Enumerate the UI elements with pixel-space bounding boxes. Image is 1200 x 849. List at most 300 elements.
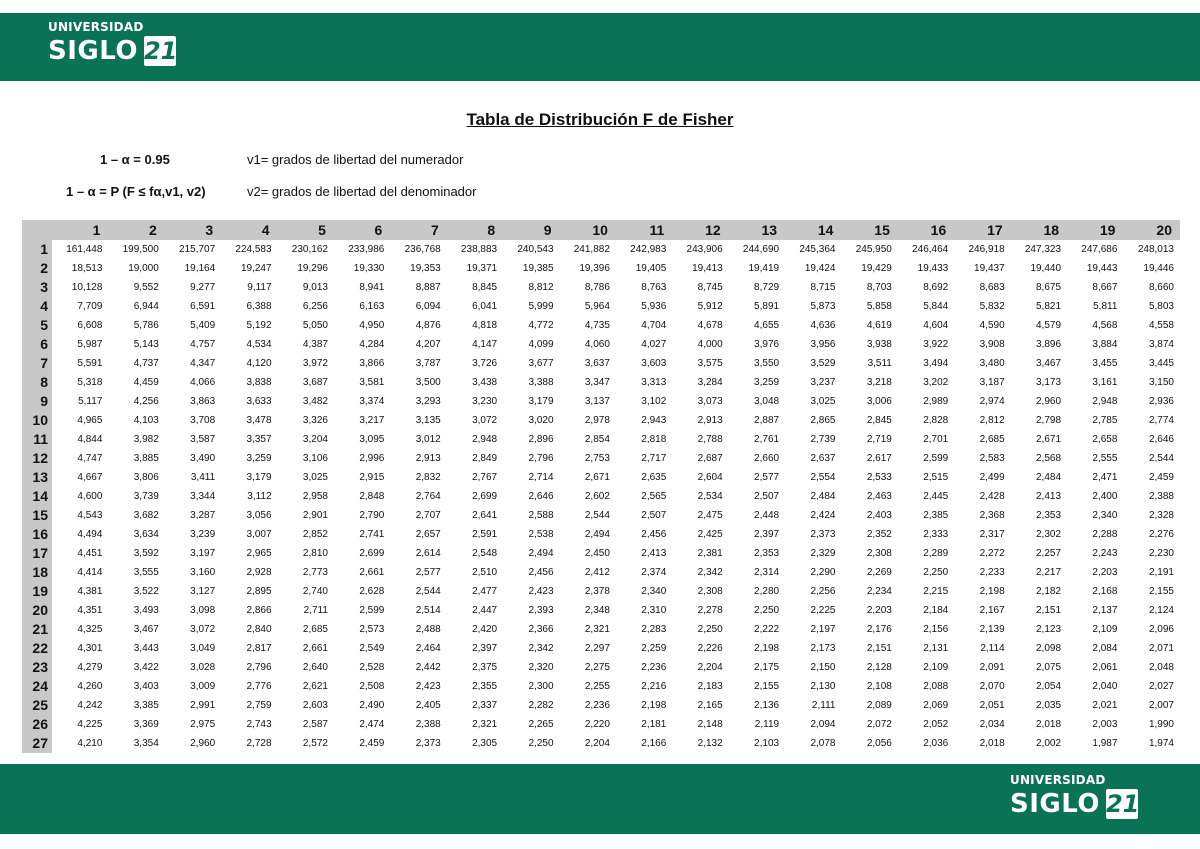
row-header: 13	[22, 468, 52, 487]
table-cell: 2,243	[1092, 548, 1118, 559]
table-cell: 2,640	[302, 662, 328, 673]
table-cell: 2,996	[359, 453, 385, 464]
table-cell: 2,463	[866, 491, 892, 502]
table-cell: 2,197	[810, 624, 836, 635]
table-cell: 3,422	[133, 662, 159, 673]
table-cell: 238,883	[460, 244, 498, 255]
table-cell: 2,854	[584, 434, 610, 445]
table-cell: 2,027	[1148, 681, 1174, 692]
column-header: 7	[390, 220, 446, 240]
table-cell: 2,577	[754, 472, 780, 483]
table-cell: 2,156	[923, 624, 949, 635]
table-cell: 3,908	[979, 339, 1005, 350]
table-cell: 2,167	[979, 605, 1005, 616]
table-cell: 19,437	[974, 263, 1005, 274]
table-cell: 2,943	[641, 415, 667, 426]
table-row	[22, 354, 1180, 373]
table-cell: 6,388	[246, 301, 272, 312]
table-cell: 3,922	[923, 339, 949, 350]
table-cell: 2,084	[1092, 643, 1118, 654]
table-cell: 2,621	[302, 681, 328, 692]
table-cell: 2,818	[641, 434, 667, 445]
table-row	[22, 677, 1180, 696]
table-cell: 2,111	[811, 700, 836, 711]
table-cell: 3,490	[190, 453, 216, 464]
table-cell: 3,467	[1036, 358, 1062, 369]
table-row	[22, 696, 1180, 715]
table-cell: 2,901	[302, 510, 328, 521]
table-cell: 2,184	[923, 605, 949, 616]
table-cell: 3,403	[133, 681, 159, 692]
table-cell: 2,051	[979, 700, 1005, 711]
table-row	[22, 430, 1180, 449]
table-cell: 3,073	[697, 396, 723, 407]
row-header: 11	[22, 430, 52, 449]
table-cell: 19,429	[861, 263, 892, 274]
table-cell: 2,091	[979, 662, 1005, 673]
table-cell: 2,848	[359, 491, 385, 502]
table-cell: 4,207	[415, 339, 441, 350]
table-cell: 2,788	[697, 434, 723, 445]
table-cell: 242,983	[630, 244, 667, 255]
table-cell: 5,143	[133, 339, 159, 350]
table-cell: 5,844	[923, 301, 949, 312]
table-cell: 3,025	[302, 472, 328, 483]
table-cell: 6,094	[415, 301, 441, 312]
table-cell: 3,009	[190, 681, 216, 692]
table-row	[22, 525, 1180, 544]
table-cell: 19,419	[748, 263, 780, 274]
table-cell: 2,123	[1036, 624, 1062, 635]
table-cell: 4,604	[923, 320, 949, 331]
table-cell: 4,494	[77, 529, 103, 540]
column-header: 17	[954, 220, 1010, 240]
table-cell: 2,397	[472, 643, 498, 654]
f-distribution-table	[22, 220, 1180, 753]
table-cell: 2,342	[697, 567, 723, 578]
table-cell: 2,796	[528, 453, 554, 464]
table-cell: 2,538	[528, 529, 554, 540]
table-cell: 2,388	[415, 719, 441, 730]
table-cell: 3,259	[246, 453, 272, 464]
table-cell: 2,587	[302, 719, 328, 730]
table-cell: 3,637	[584, 358, 610, 369]
table-cell: 2,450	[584, 548, 610, 559]
table-cell: 4,965	[77, 415, 103, 426]
table-cell: 2,233	[979, 567, 1005, 578]
table-cell: 2,393	[528, 605, 554, 616]
table-cell: 2,155	[1148, 586, 1174, 597]
table-cell: 2,852	[302, 529, 328, 540]
table-cell: 1,987	[1092, 738, 1118, 749]
table-cell: 2,333	[923, 529, 949, 540]
table-cell: 3,493	[133, 605, 159, 616]
table-cell: 2,657	[415, 529, 441, 540]
row-header: 5	[22, 316, 52, 335]
table-cell: 2,459	[1148, 472, 1174, 483]
table-cell: 19,446	[1143, 263, 1174, 274]
table-cell: 8,675	[1036, 282, 1062, 293]
table-cell: 3,885	[133, 453, 159, 464]
table-cell: 2,599	[923, 453, 949, 464]
table-cell: 2,337	[472, 700, 498, 711]
table-cell: 4,066	[190, 377, 216, 388]
table-cell: 2,131	[923, 643, 949, 654]
table-cell: 2,413	[641, 548, 667, 559]
table-cell: 2,773	[302, 567, 328, 578]
table-cell: 3,202	[923, 377, 949, 388]
table-cell: 2,464	[415, 643, 441, 654]
table-cell: 2,198	[979, 586, 1005, 597]
table-cell: 3,313	[641, 377, 667, 388]
table-cell: 2,828	[923, 415, 949, 426]
table-row	[22, 411, 1180, 430]
table-cell: 19,443	[1086, 263, 1118, 274]
table-cell: 2,236	[641, 662, 667, 673]
table-cell: 3,938	[866, 339, 892, 350]
table-cell: 2,514	[415, 605, 441, 616]
table-cell: 2,603	[302, 700, 328, 711]
table-cell: 3,049	[190, 643, 216, 654]
table-cell: 3,445	[1148, 358, 1174, 369]
table-cell: 3,443	[133, 643, 159, 654]
table-cell: 2,096	[1148, 624, 1174, 635]
table-cell: 236,768	[404, 244, 441, 255]
table-cell: 2,272	[979, 548, 1005, 559]
table-cell: 4,534	[246, 339, 272, 350]
table-cell: 2,832	[415, 472, 441, 483]
table-cell: 2,711	[303, 605, 328, 616]
table-cell: 2,810	[302, 548, 328, 559]
table-cell: 2,374	[641, 567, 667, 578]
table-cell: 8,745	[697, 282, 723, 293]
table-cell: 2,628	[359, 586, 385, 597]
table-cell: 2,840	[246, 624, 272, 635]
table-cell: 3,592	[133, 548, 159, 559]
table-cell: 4,147	[472, 339, 498, 350]
table-cell: 2,056	[866, 738, 892, 749]
table-cell: 2,139	[979, 624, 1005, 635]
row-header: 15	[22, 506, 52, 525]
table-cell: 2,342	[528, 643, 554, 654]
table-cell: 2,507	[641, 510, 667, 521]
table-cell: 246,464	[912, 244, 949, 255]
table-cell: 2,124	[1148, 605, 1174, 616]
table-cell: 2,021	[1092, 700, 1118, 711]
table-cell: 2,250	[923, 567, 949, 578]
table-cell: 4,558	[1148, 320, 1174, 331]
table-cell: 2,685	[979, 434, 1005, 445]
table-cell: 2,259	[641, 643, 667, 654]
table-row	[22, 297, 1180, 316]
table-cell: 9,552	[133, 282, 159, 293]
table-cell: 240,543	[517, 244, 554, 255]
table-cell: 1,990	[1148, 719, 1174, 730]
table-cell: 2,297	[584, 643, 610, 654]
table-cell: 2,975	[190, 719, 216, 730]
table-cell: 9,277	[190, 282, 216, 293]
table-cell: 4,818	[472, 320, 498, 331]
table-cell: 3,012	[415, 434, 441, 445]
table-cell: 4,351	[77, 605, 103, 616]
table-cell: 18,513	[71, 263, 103, 274]
table-cell: 2,515	[923, 472, 949, 483]
table-cell: 3,102	[641, 396, 667, 407]
table-cell: 3,072	[472, 415, 498, 426]
table-cell: 3,482	[302, 396, 328, 407]
table-cell: 2,641	[472, 510, 498, 521]
table-cell: 2,385	[923, 510, 949, 521]
table-row	[22, 734, 1180, 753]
table-cell: 3,179	[528, 396, 554, 407]
table-row	[22, 449, 1180, 468]
table-cell: 3,682	[133, 510, 159, 521]
table-cell: 5,192	[246, 320, 272, 331]
table-cell: 2,353	[1036, 510, 1062, 521]
table-cell: 2,764	[415, 491, 441, 502]
table-cell: 3,956	[810, 339, 836, 350]
footer-band	[0, 764, 1200, 834]
table-row	[22, 373, 1180, 392]
table-row	[22, 582, 1180, 601]
row-header: 7	[22, 354, 52, 373]
table-cell: 2,300	[528, 681, 554, 692]
table-cell: 2,088	[923, 681, 949, 692]
table-cell: 2,424	[810, 510, 836, 521]
table-cell: 2,071	[1148, 643, 1174, 654]
table-cell: 2,895	[246, 586, 272, 597]
table-cell: 3,575	[697, 358, 723, 369]
table-cell: 19,247	[240, 263, 272, 274]
table-cell: 19,424	[804, 263, 836, 274]
table-cell: 2,216	[641, 681, 667, 692]
table-cell: 3,866	[359, 358, 385, 369]
table-cell: 2,054	[1036, 681, 1062, 692]
table-cell: 3,135	[415, 415, 441, 426]
table-cell: 4,636	[810, 320, 836, 331]
row-header: 20	[22, 601, 52, 620]
row-header: 1	[22, 240, 52, 259]
table-cell: 2,474	[359, 719, 385, 730]
table-cell: 19,396	[579, 263, 610, 274]
row-header: 26	[22, 715, 52, 734]
table-cell: 3,438	[472, 377, 498, 388]
table-cell: 4,103	[133, 415, 159, 426]
table-cell: 5,964	[584, 301, 610, 312]
table-cell: 4,459	[133, 377, 159, 388]
table-cell: 3,056	[246, 510, 272, 521]
table-cell: 233,986	[348, 244, 385, 255]
table-cell: 4,735	[584, 320, 610, 331]
table-cell: 2,896	[528, 434, 554, 445]
table-cell: 2,423	[528, 586, 554, 597]
table-cell: 2,490	[359, 700, 385, 711]
table-cell: 2,175	[754, 662, 780, 673]
table-cell: 3,197	[190, 548, 216, 559]
table-cell: 3,218	[866, 377, 892, 388]
table-cell: 8,729	[754, 282, 780, 293]
table-cell: 3,237	[810, 377, 836, 388]
table-cell: 2,128	[866, 662, 892, 673]
column-header: 3	[165, 220, 221, 240]
row-header: 24	[22, 677, 52, 696]
table-cell: 3,896	[1036, 339, 1062, 350]
table-cell: 2,635	[641, 472, 667, 483]
table-cell: 2,109	[923, 662, 949, 673]
table-cell: 2,355	[472, 681, 498, 692]
table-cell: 2,637	[810, 453, 836, 464]
column-header: 2	[108, 220, 164, 240]
table-cell: 2,494	[528, 548, 554, 559]
row-header: 6	[22, 335, 52, 354]
table-cell: 6,256	[302, 301, 328, 312]
column-header: 11	[616, 220, 672, 240]
table-cell: 2,070	[979, 681, 1005, 692]
row-header: 2	[22, 259, 52, 278]
table-cell: 2,740	[302, 586, 328, 597]
table-cell: 2,508	[359, 681, 385, 692]
table-cell: 2,798	[1036, 415, 1062, 426]
table-cell: 5,786	[133, 320, 159, 331]
table-cell: 3,028	[190, 662, 216, 673]
table-cell: 2,475	[697, 510, 723, 521]
table-cell: 2,278	[697, 605, 723, 616]
table-cell: 8,763	[641, 282, 667, 293]
table-cell: 244,690	[742, 244, 780, 255]
table-cell: 2,002	[1036, 738, 1062, 749]
table-cell: 2,340	[641, 586, 667, 597]
table-cell: 1,974	[1148, 738, 1174, 749]
table-cell: 3,259	[754, 377, 780, 388]
table-cell: 2,812	[979, 415, 1005, 426]
table-cell: 2,310	[641, 605, 667, 616]
table-cell: 2,456	[641, 529, 667, 540]
row-header: 10	[22, 411, 52, 430]
table-row	[22, 316, 1180, 335]
table-cell: 2,671	[1036, 434, 1062, 445]
table-cell: 224,583	[235, 244, 272, 255]
table-cell: 8,683	[979, 282, 1005, 293]
table-cell: 248,013	[1137, 244, 1174, 255]
table-cell: 19,164	[184, 263, 216, 274]
table-cell: 3,326	[302, 415, 328, 426]
table-cell: 2,958	[302, 491, 328, 502]
table-cell: 245,364	[799, 244, 836, 255]
table-cell: 3,581	[359, 377, 385, 388]
table-cell: 2,191	[1148, 567, 1174, 578]
table-cell: 3,787	[415, 358, 441, 369]
table-cell: 4,225	[77, 719, 103, 730]
table-cell: 2,215	[923, 586, 949, 597]
table-cell: 4,120	[246, 358, 272, 369]
table-cell: 3,385	[133, 700, 159, 711]
table-cell: 19,405	[635, 263, 667, 274]
table-cell: 243,906	[686, 244, 723, 255]
column-header: 8	[447, 220, 503, 240]
table-cell: 2,236	[584, 700, 610, 711]
table-cell: 19,296	[297, 263, 328, 274]
table-cell: 3,106	[302, 453, 328, 464]
table-cell: 2,499	[979, 472, 1005, 483]
table-cell: 5,591	[77, 358, 103, 369]
table-cell: 2,250	[697, 624, 723, 635]
table-cell: 4,704	[641, 320, 667, 331]
table-cell: 3,708	[190, 415, 216, 426]
table-cell: 2,151	[1036, 605, 1062, 616]
table-cell: 2,288	[1092, 529, 1118, 540]
table-cell: 2,148	[697, 719, 723, 730]
table-cell: 3,007	[246, 529, 272, 540]
table-cell: 19,433	[917, 263, 949, 274]
table-cell: 2,352	[866, 529, 892, 540]
table-cell: 3,603	[641, 358, 667, 369]
table-cell: 241,882	[573, 244, 610, 255]
table-cell: 2,549	[359, 643, 385, 654]
table-cell: 2,257	[1036, 548, 1062, 559]
table-cell: 3,354	[133, 738, 159, 749]
table-cell: 2,155	[754, 681, 780, 692]
table-cell: 5,117	[78, 396, 103, 407]
row-header: 27	[22, 734, 52, 753]
table-cell: 3,884	[1092, 339, 1118, 350]
row-header: 8	[22, 373, 52, 392]
table-cell: 3,095	[359, 434, 385, 445]
table-cell: 2,276	[1148, 529, 1174, 540]
table-cell: 3,025	[810, 396, 836, 407]
table-cell: 2,484	[810, 491, 836, 502]
table-cell: 2,741	[359, 529, 385, 540]
table-cell: 2,226	[697, 643, 723, 654]
table-cell: 2,052	[923, 719, 949, 730]
table-cell: 2,456	[528, 567, 554, 578]
table-cell: 2,003	[1092, 719, 1118, 730]
table-cell: 2,739	[810, 434, 836, 445]
table-cell: 8,715	[810, 282, 836, 293]
table-cell: 3,976	[754, 339, 780, 350]
table-cell: 3,677	[528, 358, 554, 369]
table-cell: 2,204	[584, 738, 610, 749]
table-cell: 4,950	[359, 320, 385, 331]
table-cell: 2,544	[415, 586, 441, 597]
table-cell: 4,451	[77, 548, 103, 559]
table-cell: 3,587	[190, 434, 216, 445]
table-cell: 3,555	[133, 567, 159, 578]
table-cell: 161,448	[66, 244, 103, 255]
table-row	[22, 240, 1180, 259]
table-cell: 2,265	[528, 719, 554, 730]
column-header: 19	[1067, 220, 1123, 240]
column-header: 5	[278, 220, 334, 240]
column-header: 15	[841, 220, 897, 240]
table-cell: 2,069	[923, 700, 949, 711]
table-cell: 3,494	[923, 358, 949, 369]
table-cell: 3,500	[415, 377, 441, 388]
table-cell: 2,280	[754, 586, 780, 597]
table-cell: 9,013	[302, 282, 328, 293]
logo-line1: UNIVERSIDAD	[48, 20, 144, 34]
table-cell: 3,863	[190, 396, 216, 407]
table-cell: 2,960	[190, 738, 216, 749]
table-cell: 2,217	[1036, 567, 1062, 578]
table-cell: 2,671	[584, 472, 610, 483]
table-cell: 4,256	[133, 396, 159, 407]
table-cell: 4,414	[77, 567, 103, 578]
table-cell: 4,747	[77, 453, 103, 464]
table-cell: 2,753	[584, 453, 610, 464]
table-cell: 2,403	[866, 510, 892, 521]
table-cell: 4,347	[190, 358, 216, 369]
table-cell: 5,873	[810, 301, 836, 312]
